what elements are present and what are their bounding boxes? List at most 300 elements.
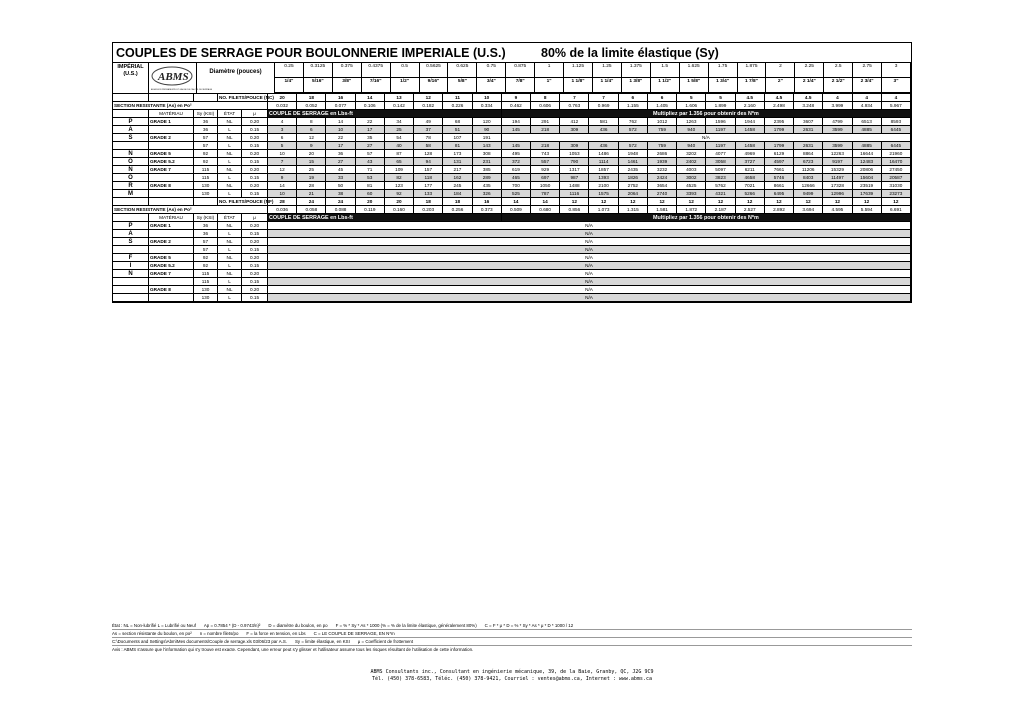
section-value: 0.856 [560, 206, 589, 214]
row-material: GRADE 7 [149, 166, 194, 174]
diameter-decimal: 3 [882, 63, 911, 78]
torque-value: 22 [356, 118, 385, 126]
thread-count: 12 [794, 198, 823, 206]
diameter-header [113, 63, 911, 94]
diameter-decimal: 1.5 [651, 63, 680, 78]
thread-count: 8 [531, 94, 560, 102]
torque-value: 12483 [853, 158, 882, 166]
torque-value: 22 [326, 134, 355, 142]
torque-value: 1012 [648, 118, 677, 126]
torque-value: 5097 [706, 166, 735, 174]
torque-value: 2424 [648, 174, 677, 182]
torque-value: 107 [443, 134, 472, 142]
row-sy: 92 [194, 254, 218, 262]
diameter-decimal: 0.25 [275, 63, 304, 78]
abms-logo [149, 63, 213, 93]
torque-value: 2752 [619, 182, 648, 190]
section-value: 0.606 [531, 102, 560, 110]
row-etat: L [218, 262, 242, 270]
torque-value: 309 [560, 126, 589, 134]
diameter-fraction: 2" [766, 78, 795, 93]
row-material: GRADE 2 [149, 134, 194, 142]
row-mu: 0.15 [242, 126, 268, 134]
torque-value: 145 [502, 126, 531, 134]
side-letter [113, 246, 149, 254]
torque-value: 20 [297, 150, 326, 158]
na-cell: N/A [268, 238, 911, 246]
torque-value: 71 [356, 166, 385, 174]
side-letter [113, 278, 149, 286]
thread-count: 12 [882, 198, 911, 206]
thread-count: 12 [706, 198, 735, 206]
thread-count: 18 [297, 94, 326, 102]
disclaimer: Avis : ABMS s'assure que l'information qui s'y trouve est exacte. Cependant, une erreur peut s'y glisser et l'utilisateur assume tous les risques résultant de l'utilisation de cette information. [112, 647, 474, 652]
row-mu: 0.15 [242, 278, 268, 286]
torque-value: 68 [443, 118, 472, 126]
section-value: 0.969 [589, 102, 618, 110]
torque-value: 123 [385, 182, 414, 190]
section-value: 0.226 [443, 102, 472, 110]
row-mu: 0.15 [242, 142, 268, 150]
row-material: GRADE 5.2 [149, 262, 194, 270]
section-label: SECTION RESISTANTE (As) en Po² [113, 102, 268, 110]
torque-value: 27 [356, 142, 385, 150]
row-sy: 92 [194, 150, 218, 158]
torque-value: 2631 [794, 126, 823, 134]
section-value: 1.315 [619, 206, 648, 214]
diameter-decimal: 1.375 [622, 63, 651, 78]
blank [113, 198, 149, 206]
torque-value: 9499 [794, 190, 823, 198]
torque-value: 4885 [853, 142, 882, 150]
torque-value: 1799 [765, 126, 794, 134]
section-value: 0.077 [326, 102, 355, 110]
torque-value: 1050 [531, 182, 560, 190]
torque-value: 31030 [882, 182, 911, 190]
torque-value: 27450 [882, 166, 911, 174]
row-mu: 0.20 [242, 222, 268, 230]
row-mu: 0.15 [242, 174, 268, 182]
torque-value: 50 [326, 182, 355, 190]
side-letter [113, 294, 149, 302]
na-cell: N/A [268, 294, 911, 302]
thread-count: 18 [414, 198, 443, 206]
imperial-label: IMPÉRIAL (U.S.) [113, 63, 149, 93]
thread-count: 12 [648, 198, 677, 206]
torque-value: 1488 [560, 182, 589, 190]
thread-count: 20 [268, 94, 297, 102]
row-sy: 130 [194, 190, 218, 198]
torque-value: 5746 [765, 174, 794, 182]
torque-value: 2631 [794, 142, 823, 150]
diameter-decimal: 2.75 [853, 63, 882, 78]
torque-value: 28 [297, 182, 326, 190]
section-value: 1.872 [677, 206, 706, 214]
diameter-decimal: 0.625 [448, 63, 477, 78]
svg-text:ADHESION PERMANENTE ET GAUGE D: ADHESION PERMANENTE ET GAUGE DE CALCUL DE SERRAGE [151, 89, 213, 91]
torque-value: 3202 [677, 150, 706, 158]
torque-value: 436 [589, 142, 618, 150]
row-sy: 115 [194, 270, 218, 278]
legend-ft: F = la force en tension, en Lbs [246, 631, 306, 636]
torque-value: 8864 [794, 150, 823, 158]
diameter-decimal: 2.5 [824, 63, 853, 78]
section-value: 0.373 [473, 206, 502, 214]
torque-value: 759 [648, 126, 677, 134]
side-letter: A [113, 126, 149, 134]
section-value: 1.405 [648, 102, 677, 110]
thread-count: 20 [385, 198, 414, 206]
section-value: 3.248 [794, 102, 823, 110]
torque-value: 6129 [765, 150, 794, 158]
torque-value: 194 [502, 118, 531, 126]
section-value: 5.594 [853, 206, 882, 214]
diameter-fraction: 3" [882, 78, 911, 93]
torque-value: 19 [297, 174, 326, 182]
torque-value: 3393 [677, 190, 706, 198]
diameter-fraction: 2 1/4" [795, 78, 824, 93]
torque-value: 4885 [853, 126, 882, 134]
na-cell: N/A [268, 222, 911, 230]
row-mu: 0.20 [242, 238, 268, 246]
torque-value: 109 [385, 166, 414, 174]
torque-value: 12666 [794, 182, 823, 190]
torque-value: 6445 [882, 142, 911, 150]
torque-value: 1197 [706, 142, 735, 150]
section-value: 0.256 [443, 206, 472, 214]
thread-count: 28 [268, 198, 297, 206]
side-letter [113, 142, 149, 150]
header-couple: COUPLE DE SERRAGE en Lbs-ft [268, 214, 502, 222]
torque-value: 436 [589, 126, 618, 134]
torque-value: 308 [473, 150, 502, 158]
row-sy: 115 [194, 166, 218, 174]
row-material [149, 142, 194, 150]
diameter-fraction: 7/8" [506, 78, 535, 93]
thread-count: 7 [589, 94, 618, 102]
torque-value: 6211 [736, 166, 765, 174]
torque-value: 128 [414, 150, 443, 158]
torque-value: 78 [414, 134, 443, 142]
torque-value: 51 [443, 126, 472, 134]
diameter-decimal: 1.625 [680, 63, 709, 78]
thread-count: 12 [853, 198, 882, 206]
thread-count: 14 [356, 94, 385, 102]
header-mu: μ [242, 110, 268, 118]
torque-value: 8403 [794, 174, 823, 182]
header-materiau: MATÉRIAU [149, 110, 194, 118]
side-letter: F [113, 254, 149, 262]
thread-count: 4.5 [794, 94, 823, 102]
torque-value: 1575 [589, 190, 618, 198]
torque-value: 12263 [823, 150, 852, 158]
section-value: 0.032 [268, 102, 297, 110]
torque-value: 1114 [589, 158, 618, 166]
header-sy: Sy (KSI) [194, 110, 218, 118]
torque-value: 435 [473, 182, 502, 190]
torque-value: 10 [326, 126, 355, 134]
diameter-fraction: 9/16" [420, 78, 449, 93]
thread-count: 9 [502, 94, 531, 102]
row-etat: NL [218, 222, 242, 230]
row-sy: 92 [194, 158, 218, 166]
legend-path: C:\Documents and Settings\Abm\Mes documents\Couple de serrage.xls 03/06/23 par A.S. [112, 639, 287, 644]
torque-value: 7021 [736, 182, 765, 190]
thread-count: 6 [619, 94, 648, 102]
torque-value: 4799 [823, 118, 852, 126]
section-value: 0.119 [356, 206, 385, 214]
torque-value: 218 [531, 142, 560, 150]
torque-value: 1317 [560, 166, 589, 174]
thread-count: 24 [326, 198, 355, 206]
diameter-fraction: 5/8" [448, 78, 477, 93]
torque-value: 743 [531, 150, 560, 158]
thread-count: 16 [473, 198, 502, 206]
diameter-fraction: 2 3/4" [853, 78, 882, 93]
torque-value: 5266 [736, 190, 765, 198]
section-value: 1.155 [619, 102, 648, 110]
torque-value: 412 [560, 118, 589, 126]
row-material [149, 126, 194, 134]
torque-value: 10 [268, 150, 297, 158]
torque-value: 133 [414, 190, 443, 198]
row-material: GRADE 8 [149, 286, 194, 294]
torque-value: 245 [443, 182, 472, 190]
torque-value: 3058 [706, 158, 735, 166]
torque-value: 25 [385, 126, 414, 134]
torque-value: 700 [502, 182, 531, 190]
torque-value: 16644 [853, 150, 882, 158]
na-cell: N/A [268, 270, 911, 278]
diameter-fraction: 1 1/8" [564, 78, 593, 93]
section-value: 0.182 [414, 102, 443, 110]
diameter-decimal: 0.875 [506, 63, 535, 78]
diameter-decimal: 1.75 [709, 63, 738, 78]
section-value: 0.509 [502, 206, 531, 214]
title-bar [113, 43, 911, 63]
torque-value: 9197 [823, 158, 852, 166]
diameter-fraction: 5/16" [304, 78, 333, 93]
blank [113, 110, 149, 118]
row-sy: 36 [194, 222, 218, 230]
row-sy: 36 [194, 118, 218, 126]
thread-count: 5 [677, 94, 706, 102]
torque-value: 1458 [736, 126, 765, 134]
diameter-fraction: 1" [535, 78, 564, 93]
torque-value: 17639 [853, 190, 882, 198]
torque-value: 14 [326, 118, 355, 126]
diameter-decimal: 0.3125 [304, 63, 333, 78]
torque-value: 1948 [619, 150, 648, 158]
side-letter: S [113, 134, 149, 142]
na-cell: N/A [268, 286, 911, 294]
torque-value: 90 [473, 126, 502, 134]
side-letter: A [113, 230, 149, 238]
header-sy: Sy (KSI) [194, 214, 218, 222]
torque-value: 940 [677, 126, 706, 134]
row-material [149, 278, 194, 286]
torque-value: 1939 [648, 158, 677, 166]
legend-d: D = diamètre du boulon, en po [268, 623, 328, 628]
torque-value: 17 [356, 126, 385, 134]
row-material [149, 230, 194, 238]
diameter-fraction: 3/4" [477, 78, 506, 93]
section-value: 6.691 [882, 206, 911, 214]
torque-value: 49 [414, 118, 443, 126]
side-letter: O [113, 174, 149, 182]
torque-value: 94 [414, 158, 443, 166]
thread-count: 24 [297, 198, 326, 206]
torque-value: 1053 [560, 150, 589, 158]
torque-value: 4003 [677, 166, 706, 174]
torque-value: 309 [560, 142, 589, 150]
torque-value: 38 [326, 190, 355, 198]
torque-value: 790 [560, 158, 589, 166]
torque-value: 697 [531, 174, 560, 182]
torque-value: 6723 [794, 158, 823, 166]
torque-value: 12996 [823, 190, 852, 198]
torque-value: 1393 [589, 174, 618, 182]
thread-count: 20 [356, 198, 385, 206]
blank [194, 94, 218, 102]
diameter-decimal: 1.875 [738, 63, 767, 78]
header-couple: COUPLE DE SERRAGE en Lbs-ft [268, 110, 502, 118]
torque-value: 787 [531, 190, 560, 198]
section-value: 0.052 [297, 102, 326, 110]
section-value: 2.892 [765, 206, 794, 214]
row-mu: 0.15 [242, 230, 268, 238]
section-value: 0.680 [531, 206, 560, 214]
row-sy: 92 [194, 262, 218, 270]
torque-value: 291 [531, 118, 560, 126]
row-mu: 0.15 [242, 190, 268, 198]
torque-value: 36 [326, 150, 355, 158]
thread-count: 12 [560, 198, 589, 206]
torque-value: 385 [473, 166, 502, 174]
thread-count: 7 [560, 94, 589, 102]
row-etat: NL [218, 150, 242, 158]
torque-value: 1116 [560, 190, 589, 198]
thread-count: 4 [853, 94, 882, 102]
diameter-decimal: 0.75 [477, 63, 506, 78]
row-etat: L [218, 246, 242, 254]
torque-value: 762 [619, 118, 648, 126]
svg-text:ABMS: ABMS [158, 71, 189, 83]
torque-value: 940 [677, 142, 706, 150]
header-etat: ÉTAT [218, 110, 242, 118]
diameter-fraction: 1 3/4" [709, 78, 738, 93]
section-value: 0.036 [268, 206, 297, 214]
section-value: 3.999 [823, 102, 852, 110]
row-material: GRADE 5 [149, 150, 194, 158]
row-mu: 0.20 [242, 286, 268, 294]
section-value: 2.187 [706, 206, 735, 214]
threads-label: NO. FILETS/POUCE (NC) [219, 95, 274, 100]
legend-etat: État : NL = Non-lubrifié L = Lubrifié ou Neuf [112, 623, 196, 628]
torque-table-document [112, 42, 912, 303]
side-letter: P [113, 222, 149, 230]
thread-count: 10 [473, 94, 502, 102]
torque-value: 1263 [677, 118, 706, 126]
diameter-fraction: 1 3/8" [622, 78, 651, 93]
thread-count: 12 [765, 198, 794, 206]
document-subtitle: 80% de la limite élastique (Sy) [541, 45, 719, 60]
row-etat: NL [218, 134, 242, 142]
diameter-fraction: 1 7/8" [738, 78, 767, 93]
torque-value: 131 [443, 158, 472, 166]
torque-value: 3823 [706, 174, 735, 182]
torque-value: 8593 [882, 118, 911, 126]
torque-value: 20587 [882, 174, 911, 182]
diameter-decimal: 1.125 [564, 63, 593, 78]
torque-value: 3599 [823, 126, 852, 134]
diameter-fraction: 1/4" [275, 78, 304, 93]
thread-count: 14 [502, 198, 531, 206]
thread-count: 12 [414, 94, 443, 102]
torque-value: 9 [268, 174, 297, 182]
row-material [149, 246, 194, 254]
row-etat: NL [218, 166, 242, 174]
section-value: 0.088 [326, 206, 355, 214]
diameter-decimal: 0.375 [333, 63, 362, 78]
torque-value: 6495 [765, 190, 794, 198]
torque-value: 5 [268, 142, 297, 150]
side-letter [113, 286, 149, 294]
torque-value: 20806 [853, 166, 882, 174]
legend-sy: Sy = limite élastique, en KSI [295, 639, 350, 644]
torque-value: 6513 [853, 118, 882, 126]
torque-value: 35 [356, 134, 385, 142]
torque-value: 4525 [677, 182, 706, 190]
section-value: 0.203 [414, 206, 443, 214]
side-letter: N [113, 166, 149, 174]
row-material [149, 294, 194, 302]
torque-value: 21 [297, 190, 326, 198]
blank [194, 198, 218, 206]
torque-value: 6 [297, 126, 326, 134]
thread-count: 4 [882, 94, 911, 102]
thread-count: 13 [385, 94, 414, 102]
thread-count: 4 [823, 94, 852, 102]
section-value: 2.498 [765, 102, 794, 110]
torque-value: 4969 [736, 150, 765, 158]
torque-value: 23273 [882, 190, 911, 198]
torque-value: 1458 [736, 142, 765, 150]
diameter-decimal: 0.4375 [362, 63, 391, 78]
diameter-fraction: 1 5/8" [680, 78, 709, 93]
torque-value: 15 [297, 158, 326, 166]
diameter-fraction: 7/16" [362, 78, 391, 93]
torque-value: 53 [356, 174, 385, 182]
torque-value: 1826 [619, 174, 648, 182]
torque-value: 619 [502, 166, 531, 174]
thread-count: 6 [648, 94, 677, 102]
row-mu: 0.20 [242, 166, 268, 174]
row-etat: NL [218, 182, 242, 190]
blank [149, 94, 194, 102]
diameter-fraction: 1/2" [391, 78, 420, 93]
thread-count: 4.5 [765, 94, 794, 102]
torque-value: 11206 [794, 166, 823, 174]
document-title: COUPLES DE SERRAGE POUR BOULONNERIE IMPERIALE (U.S.) [116, 45, 506, 60]
torque-value: 81 [356, 182, 385, 190]
torque-value: 57 [356, 150, 385, 158]
row-etat: L [218, 158, 242, 166]
na-cell: N/A [268, 278, 911, 286]
side-letter: O [113, 158, 149, 166]
torque-value: 759 [648, 142, 677, 150]
torque-value: 173 [443, 150, 472, 158]
